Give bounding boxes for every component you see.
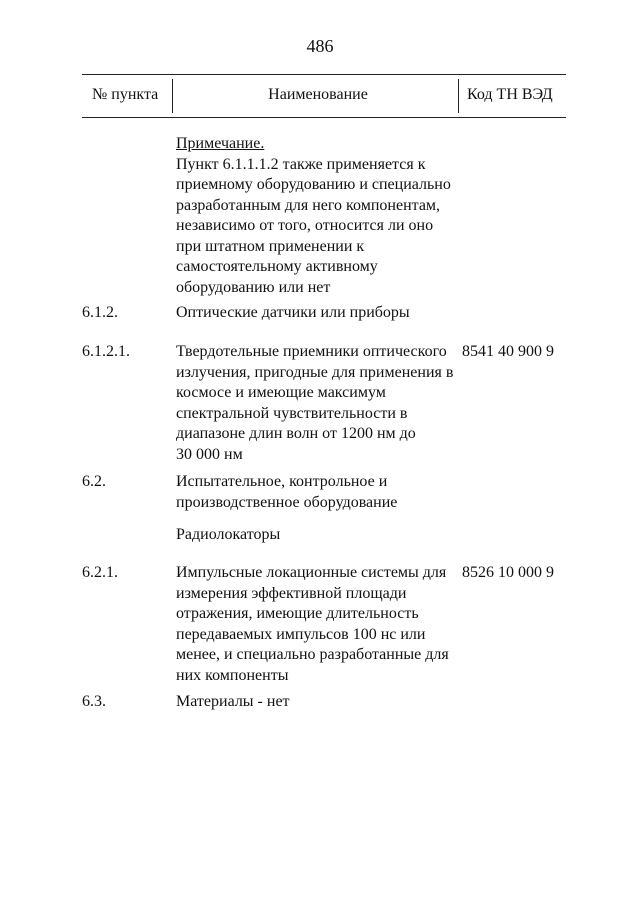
note-title: Примечание. <box>176 135 265 152</box>
note-line: при штатном применении к <box>176 237 365 255</box>
item-number: 6.2. <box>82 473 106 490</box>
item-line: измерения эффективной площади <box>176 584 407 602</box>
item-code: 8541 40 900 9 <box>462 343 554 360</box>
note-block <box>176 134 461 298</box>
item-name <box>176 563 461 686</box>
item-name <box>176 692 461 713</box>
note-line: оборудованию или нет <box>176 278 331 296</box>
item-line: излучения, пригодные для применения в <box>176 363 454 381</box>
page-number: 486 <box>306 36 334 56</box>
item-line: космосе и имеющие максимум <box>176 384 386 401</box>
note-line: приемному оборудованию и специально <box>176 176 451 193</box>
header-col-name: Наименование <box>268 86 368 103</box>
header-col-number: № пункта <box>92 86 159 103</box>
header-col-code: Код ТН ВЭД <box>467 86 553 103</box>
item-line: передаваемых импульсов 100 нс или <box>176 625 426 643</box>
note-line: самостоятельному активному <box>176 258 378 275</box>
item-name <box>176 303 461 324</box>
item-line: Твердотельные приемники оптического <box>176 343 447 360</box>
note-line: независимо от того, относится ли оно <box>176 217 434 234</box>
header-divider-2 <box>458 79 459 113</box>
item-line: Испытательное, контрольное и <box>176 473 388 490</box>
item-number: 6.1.2. <box>82 304 118 321</box>
item-number: 6.3. <box>82 693 106 710</box>
item-line: производственное оборудование <box>176 493 398 511</box>
item-name <box>176 472 461 513</box>
item-line: Материалы - нет <box>176 693 290 710</box>
header-bottom-rule <box>82 117 566 118</box>
item-line: диапазоне длин волн от 1200 нм до <box>176 425 416 442</box>
note-line: разработанным для него компонентам, <box>176 196 441 214</box>
header-top-rule <box>82 74 566 75</box>
item-line: Радиолокаторы <box>176 526 281 543</box>
item-line: менее, и специально разработанные для <box>176 646 449 663</box>
item-number: 6.2.1. <box>82 564 118 581</box>
item-line: отражения, имеющие длительность <box>176 605 419 622</box>
item-line: них компоненты <box>176 666 289 684</box>
section-subheading <box>176 525 461 546</box>
item-name <box>176 342 461 465</box>
item-line: спектральной чувствительности в <box>176 404 408 422</box>
item-line: Импульсные локационные системы для <box>176 564 447 581</box>
item-code: 8526 10 000 9 <box>462 564 554 581</box>
item-number: 6.1.2.1. <box>82 343 130 360</box>
item-line: Оптические датчики или приборы <box>176 304 410 321</box>
item-line: 30 000 нм <box>176 445 243 463</box>
note-line: Пункт 6.1.1.1.2 также применяется к <box>176 155 426 173</box>
